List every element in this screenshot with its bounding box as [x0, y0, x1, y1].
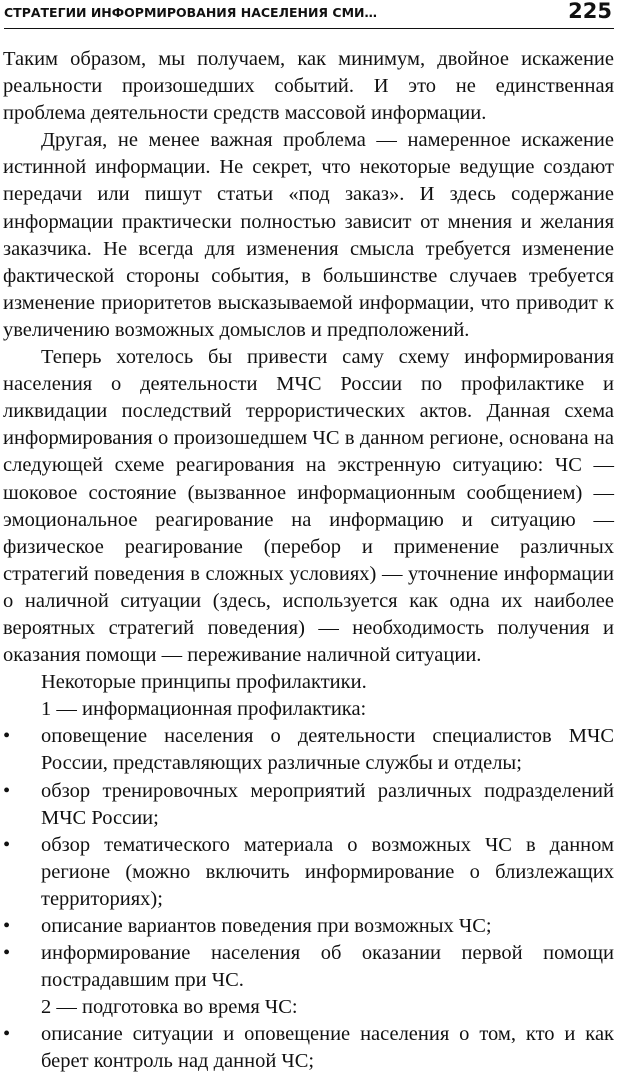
list-item — [3, 778, 614, 832]
list-item-text: описание вариантов поведения при возможных ЧС; — [41, 915, 492, 937]
bullet-icon: • — [3, 942, 11, 965]
running-title: СТРАТЕГИИ ИНФОРМИРОВАНИЯ НАСЕЛЕНИЯ СМИ… — [4, 5, 377, 20]
list-item — [3, 1021, 614, 1075]
page-body — [3, 46, 614, 1076]
section-2-heading: 2 — подготовка во время ЧС: — [41, 996, 298, 1019]
paragraph: Таким образом, мы получаем, как минимум, двойное искажение реальности произошедших событий. И это не единственная проблема деятельности средств массовой информации. — [3, 48, 614, 125]
list-item — [3, 913, 614, 940]
list-item-text: обзор тренировочных мероприятий различных подразделений МЧС России; — [41, 779, 614, 829]
list-item-text: информирование населения об оказании первой помощи пострадавшим при ЧС. — [41, 942, 614, 992]
list-item — [3, 940, 614, 994]
list-item-text: описание ситуации и оповещение населения о том, кто и как берет контроль над данной ЧС; — [41, 1023, 614, 1073]
list-item — [3, 723, 614, 777]
principles-intro: Некоторые принципы профилактики. — [41, 671, 367, 694]
bullet-icon: • — [3, 915, 11, 937]
section-1-heading: 1 — информационная профилактика: — [41, 698, 367, 721]
bullet-icon: • — [3, 779, 11, 802]
list-item-text: обзор тематического материала о возможных ЧС в данном регионе (можно включить информирование о близлежащих территориях); — [41, 833, 614, 910]
list-item-text: оповещение населения о деятельности специалистов МЧС России, представляющих различные службы и отделы; — [41, 725, 614, 775]
bullet-icon: • — [3, 833, 11, 856]
page-header — [4, 0, 614, 29]
section-2-list — [3, 1021, 614, 1075]
page-number: 225 — [568, 0, 612, 23]
section-1-list — [3, 723, 614, 994]
bullet-icon: • — [3, 1023, 11, 1046]
list-item — [3, 832, 614, 913]
paragraph: Другая, не менее важная проблема — намеренное искажение истинной информации. Не секрет, что некоторые ведущие создают передачи или пишут статьи «под заказ». И здесь содержание информации практически полностью зависит от мнения и желания заказчика. Не всегда для изменения смысла требуется изменение фактической стороны события, в большинстве случаев требуется изменение приоритетов высказываемой информации, что приводит к увеличению возможных домыслов и предположений. — [3, 129, 614, 341]
bullet-icon: • — [3, 725, 11, 748]
paragraph: Теперь хотелось бы привести саму схему информирования населения о деятельности МЧС России по профилактике и ликвидации последствий террористических актов. Данная схема информирования о произошедшем ЧС в данном регионе, основана на следующей схеме реагирования на экстренную ситуацию: ЧС — шоковое состояние (вызванное информационным сообщением) — эмоциональное реагирование на информацию и ситуацию — физическое реагирование (перебор и применение различных стратегий поведения в сложных условиях) — уточнение информации о наличной ситуации (здесь, используется как одна их наиболее вероятных стратегий поведения) — необходимость получения и оказания помощи — переживание наличной ситуации. — [3, 346, 614, 667]
